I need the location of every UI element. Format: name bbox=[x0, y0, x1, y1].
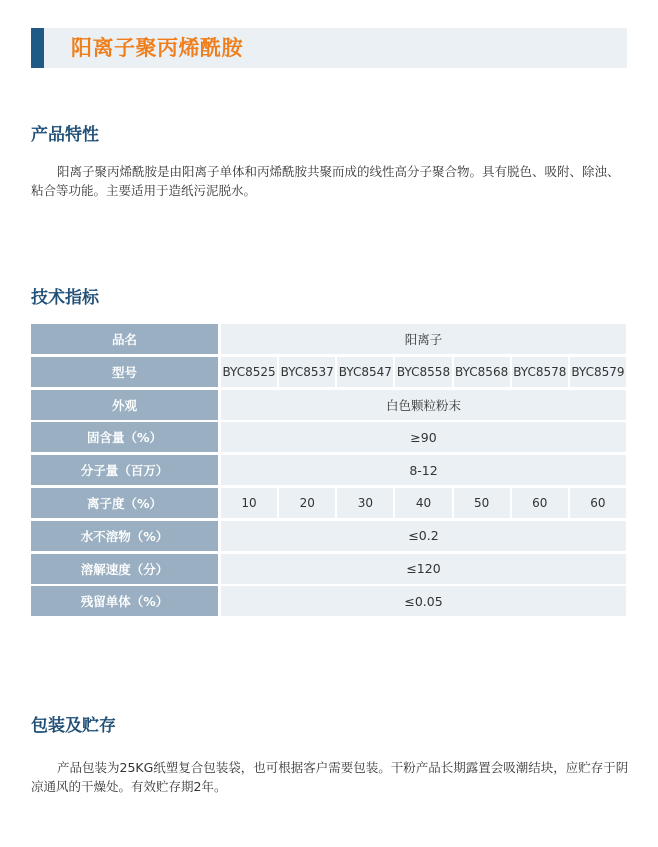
spec-label: 水不溶物（%） bbox=[31, 521, 218, 551]
title-accent-bar bbox=[31, 28, 44, 68]
features-text: 阳离子聚丙烯酰胺是由阳离子单体和丙烯酰胺共聚而成的线性高分子聚合物。具有脱色、吸附、除浊、粘合等功能。主要适用于造纸污泥脱水。 bbox=[31, 164, 620, 198]
spec-value: 8-12 bbox=[221, 455, 626, 485]
spec-label: 残留单体（%） bbox=[31, 586, 218, 616]
spec-table bbox=[31, 324, 626, 619]
specs-heading: 技术指标 bbox=[31, 288, 99, 308]
spec-value: ≥90 bbox=[221, 422, 626, 452]
spec-label: 溶解速度（分） bbox=[31, 554, 218, 584]
spec-value: 白色颗粒粉末 bbox=[221, 390, 626, 420]
spec-value: ≤0.05 bbox=[221, 586, 626, 616]
features-heading: 产品特性 bbox=[31, 125, 99, 145]
spec-row bbox=[31, 586, 626, 616]
spec-value-cell: 10 bbox=[221, 488, 277, 518]
spec-label: 品名 bbox=[31, 324, 218, 354]
spec-value: ≤120 bbox=[221, 554, 626, 584]
spec-value-cell: 60 bbox=[570, 488, 626, 518]
spec-label: 离子度（%） bbox=[31, 488, 218, 518]
spec-row bbox=[31, 324, 626, 354]
spec-value-cell: 20 bbox=[279, 488, 335, 518]
spec-value-cell: 30 bbox=[337, 488, 393, 518]
spec-value-cell: BYC8558 bbox=[395, 357, 451, 387]
title-bar bbox=[31, 28, 627, 68]
spec-value-cell: BYC8578 bbox=[512, 357, 568, 387]
storage-heading: 包装及贮存 bbox=[31, 716, 116, 736]
spec-row bbox=[31, 521, 626, 551]
spec-value-cell: 60 bbox=[512, 488, 568, 518]
spec-value-cell: BYC8525 bbox=[221, 357, 277, 387]
spec-label: 外观 bbox=[31, 390, 218, 420]
spec-row bbox=[31, 488, 626, 518]
spec-row bbox=[31, 554, 626, 584]
spec-value-cell: BYC8579 bbox=[570, 357, 626, 387]
spec-value-group bbox=[221, 357, 626, 387]
spec-value-cell: 40 bbox=[395, 488, 451, 518]
spec-value-cell: 50 bbox=[454, 488, 510, 518]
spec-row bbox=[31, 422, 626, 452]
spec-row bbox=[31, 455, 626, 485]
spec-label: 型号 bbox=[31, 357, 218, 387]
spec-value: 阳离子 bbox=[221, 324, 626, 354]
spec-value: ≤0.2 bbox=[221, 521, 626, 551]
storage-text: 产品包装为25KG纸塑复合包装袋，也可根据客户需要包装。干粉产品长期露置会吸潮结块，应贮存于阴凉通风的干燥处。有效贮存期2年。 bbox=[31, 760, 629, 794]
spec-value-cell: BYC8537 bbox=[279, 357, 335, 387]
spec-row bbox=[31, 390, 626, 420]
spec-value-cell: BYC8568 bbox=[454, 357, 510, 387]
page-title: 阳离子聚丙烯酰胺 bbox=[71, 36, 243, 60]
spec-row bbox=[31, 357, 626, 387]
spec-value-cell: BYC8547 bbox=[337, 357, 393, 387]
spec-label: 固含量（%） bbox=[31, 422, 218, 452]
spec-label: 分子量（百万） bbox=[31, 455, 218, 485]
spec-value-group bbox=[221, 488, 626, 518]
